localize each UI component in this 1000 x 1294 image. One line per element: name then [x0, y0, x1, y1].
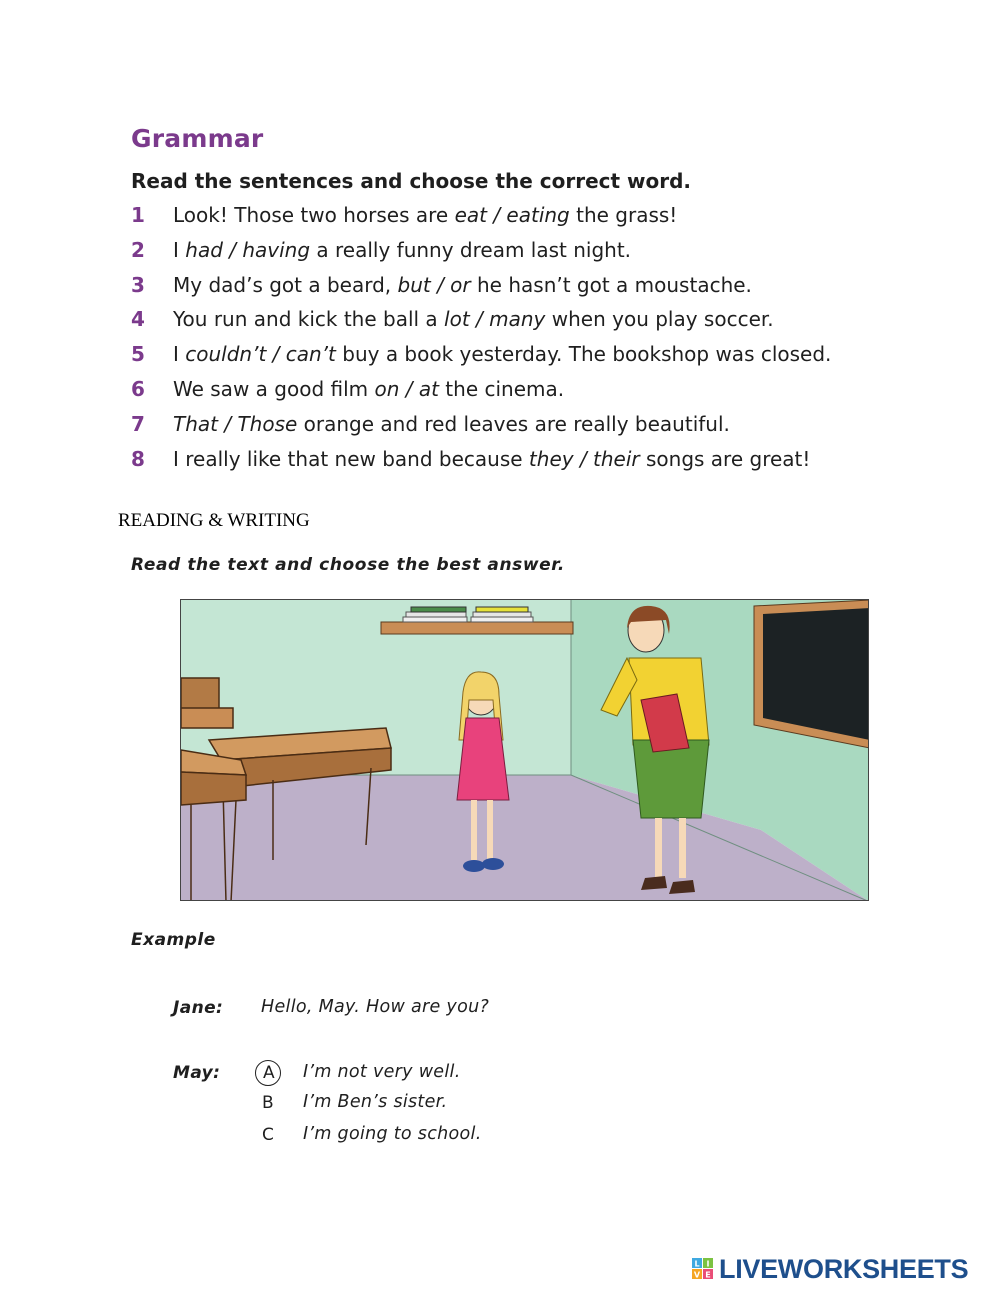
jane-line: Hello, May. How are you? [261, 997, 490, 1017]
item-number: 5 [131, 342, 145, 367]
item-text-after: when you play soccer. [545, 307, 774, 332]
logo-icon [692, 1258, 714, 1280]
item-options[interactable]: couldn’t / can’t [185, 342, 336, 367]
may-speaker: May: [173, 1063, 221, 1083]
svg-text:E: E [705, 1270, 711, 1280]
item-number: 7 [131, 411, 145, 436]
blackboard [754, 600, 869, 748]
answer-text[interactable]: I’m going to school. [303, 1124, 482, 1144]
item-text-before: We saw a good film [173, 376, 375, 401]
item-text-before: I [173, 342, 186, 367]
item-text-after: orange and red leaves are really beautiful. [297, 411, 730, 436]
section-title: Grammar [131, 124, 264, 153]
item-text-after: he hasn’t got a moustache. [470, 272, 752, 297]
item-text-after: a really funny dream last night. [310, 237, 632, 262]
reading-writing-heading: READING & WRITING [118, 510, 310, 531]
reading-instruction: Read the text and choose the best answer. [131, 555, 565, 575]
svg-text:I: I [706, 1259, 710, 1269]
item-number: 6 [131, 376, 145, 401]
item-number: 3 [131, 272, 145, 297]
classroom-illustration [180, 599, 869, 901]
svg-text:L: L [694, 1259, 700, 1269]
item-text-before: My dad’s got a beard, [173, 272, 398, 297]
logo-text: LIVEWORKSHEETS [719, 1254, 969, 1284]
item-options[interactable]: lot / many [444, 307, 546, 332]
item-text-before: I [173, 237, 186, 262]
example-label: Example [131, 930, 216, 950]
item-options[interactable]: eat / eating [454, 203, 570, 227]
item-options[interactable]: on / at [374, 376, 439, 401]
answer-text[interactable]: I’m not very well. [303, 1062, 461, 1082]
answer-letter[interactable]: A [263, 1063, 275, 1083]
svg-text:V: V [693, 1270, 701, 1280]
item-options[interactable]: they / their [528, 446, 640, 471]
item-text-after: songs are great! [639, 446, 811, 471]
item-text-after: the grass! [569, 203, 678, 227]
item-text-after: the cinema. [438, 376, 565, 401]
grammar-instruction: Read the sentences and choose the correct word. [131, 169, 692, 193]
item-text-before: You run and kick the ball a [173, 307, 445, 332]
item-text-before: I really like that new band because [173, 446, 529, 471]
item-options[interactable]: had / having [185, 237, 311, 262]
answer-letter[interactable]: B [262, 1093, 274, 1113]
jane-speaker: Jane: [173, 998, 224, 1018]
answer-text[interactable]: I’m Ben’s sister. [303, 1092, 448, 1112]
item-text-after: buy a book yesterday. The bookshop was closed. [335, 342, 832, 367]
item-number: 1 [131, 203, 145, 227]
item-number: 8 [131, 446, 145, 471]
answer-letter[interactable]: C [262, 1125, 274, 1145]
item-options[interactable]: but / or [397, 272, 471, 297]
item-text-before: Look! Those two horses are [173, 203, 455, 227]
item-number: 4 [131, 307, 145, 332]
item-options[interactable]: That / Those [173, 411, 298, 436]
item-number: 2 [131, 237, 145, 262]
